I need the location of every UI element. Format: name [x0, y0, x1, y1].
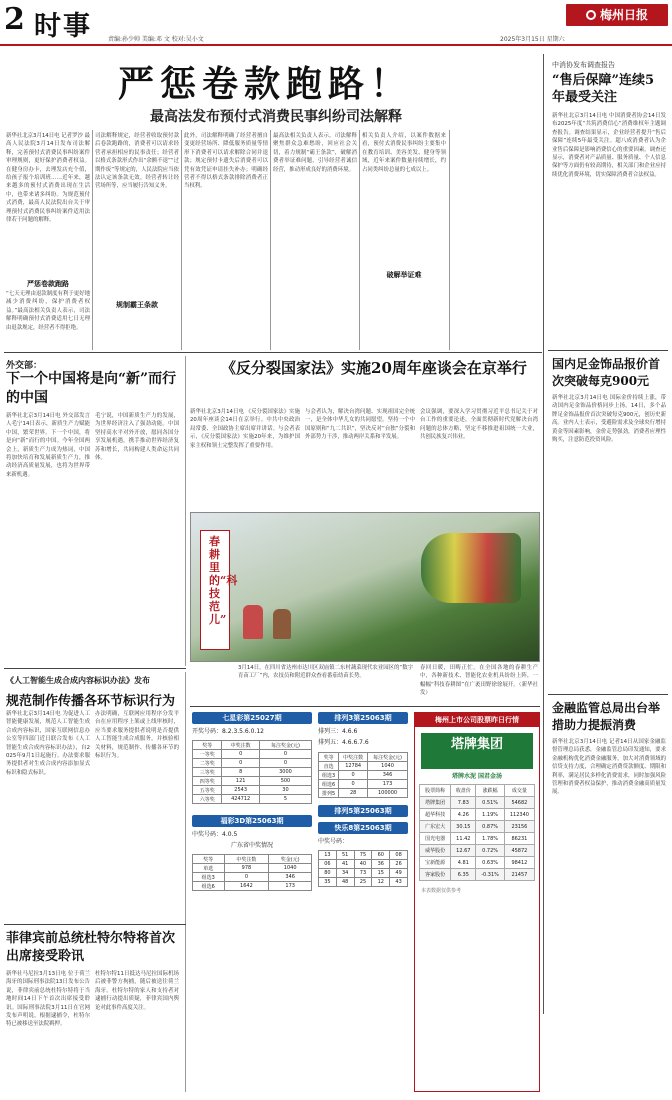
table-cell: 100000 [368, 789, 408, 798]
table-cell: 12 [372, 878, 390, 887]
table-cell: 346 [269, 873, 312, 882]
table-cell: 0 [222, 759, 260, 768]
table-cell: 1642 [224, 882, 269, 891]
table-cell: 0 [339, 771, 368, 780]
p5-table [318, 752, 408, 798]
table-cell: 组选6 [319, 780, 339, 789]
table-row [319, 869, 408, 878]
table-cell: 51 [336, 851, 354, 860]
table-row [420, 869, 535, 881]
table-header: 成交量 [504, 785, 534, 797]
table-cell: 组选3 [193, 873, 225, 882]
table-row [319, 851, 408, 860]
table-cell: 五等奖 [193, 786, 222, 795]
table-cell: 86231 [504, 833, 534, 845]
logo-text: 梅州日报 [599, 8, 648, 22]
fanfenlie-col-2: 与会者认为，解决台湾问题、实现祖国完全统一，是全体中华儿女的共同愿望。坚持一个中国原则和“九二共识”，坚决反对“台独”分裂和外部势力干涉，推动两岸关系和平发展。 [305, 409, 415, 441]
table-row [420, 821, 535, 833]
table-header: 奖金(元) [269, 855, 312, 864]
table-cell: 40 [354, 860, 372, 869]
table-cell: -0.31% [476, 869, 504, 881]
spring-caption-box [200, 530, 238, 650]
table-cell: 41 [336, 860, 354, 869]
lead-subhead-3: 破解举证难 [386, 270, 422, 279]
table-cell: 排列5 [319, 789, 339, 798]
table-row [420, 833, 535, 845]
table-cell: 80 [319, 869, 337, 878]
table-cell: 1040 [269, 864, 312, 873]
table-row [319, 860, 408, 869]
table-cell: 威华股份 [420, 845, 451, 857]
right-bot-body: 新华社北京3月14日电 记者14日从国家金融监督管理总局获悉，金融监管总局印发通知，要求金融机构优化消费金融服务，加大对消费领域的信贷支持力度，合理确定消费贷款额度、期限和利率，满足居民多样化消费需求，同时加强风险管理和消费者权益保护，推动消费金融高质量发展。 [552, 739, 666, 796]
page-header [0, 0, 672, 46]
farmer-figure [273, 609, 291, 639]
table-row [319, 762, 408, 771]
qlc-table [192, 740, 312, 804]
lead-col-1b: “七天无理由退款制度有利于更好地减少消费纠纷，保护消费者权益。”最高法相关负责人表示，司法解释明确预付式消费适用七日无理由退款规定，经营者不得拒绝。 [6, 291, 90, 331]
ai-title: 规范制作传播各环节标识行为 [6, 694, 176, 709]
table-cell: 75 [354, 851, 372, 860]
lead-col-4: 最高法相关负责人表示，司法解释聚焦群众急难愁盼，回应社会关切，着力规制“霸王条款”，破解消费者举证难问题，引导经营者诚信经营，推动形成良好的消费环境。 [273, 133, 357, 173]
table-cell: 0 [222, 750, 260, 759]
table-cell: 121 [222, 777, 260, 786]
p3-title: 排列3第25063期 [318, 712, 408, 724]
right-mid-body: 新华社北京3月14日电 国际金价持续上涨，带动国内足金饰品价格同步上扬。14日，多个品牌足金饰品报价首次突破每克900元，创历史新高。业内人士表示，受避险需求及全球央行增持黄金等因素影响，金价走势强劲，消费者应理性购买，注意防范投资风险。 [552, 395, 666, 444]
stock-company-banner [421, 733, 533, 769]
table-cell: 60 [372, 851, 390, 860]
table-row [193, 768, 312, 777]
table-header: 涨跌幅 [476, 785, 504, 797]
table-cell: 36 [372, 860, 390, 869]
spring-caption-2: 春回日暖，田畴正忙。在全国各地的春耕生产中，各种新技术、智能化农业机具纷纷上阵，一幅幅“科技春耕图”在广袤田野徐徐展开。（新华社发） [420, 665, 538, 697]
table-cell: 73 [354, 869, 372, 878]
table-cell: 2543 [222, 786, 260, 795]
p3-numbers: 排列三：4.6.6 [318, 728, 358, 735]
table-cell: 客家股份 [420, 869, 451, 881]
stock-company-name: 塔牌集团 [450, 737, 503, 752]
table-cell: 四等奖 [193, 777, 222, 786]
table-cell: 4.26 [451, 809, 476, 821]
table-cell: 34 [336, 869, 354, 878]
table-cell: 98412 [504, 857, 534, 869]
table-cell: 30 [259, 786, 311, 795]
table-row [193, 864, 312, 873]
table-cell: 4.81 [451, 857, 476, 869]
table-row [420, 857, 535, 869]
table-cell: 三等奖 [193, 768, 222, 777]
stock-footnote: 本表数据仅供参考 [421, 888, 462, 894]
table-cell: 978 [224, 864, 269, 873]
foreign-kicker: 外交部： [6, 361, 43, 371]
table-cell: 35 [319, 878, 337, 887]
table-cell: 0.51% [476, 797, 504, 809]
table-row [193, 750, 312, 759]
table-header: 奖等 [319, 753, 339, 762]
issue-date: 2025年3月15日 星期六 [500, 36, 565, 43]
table-cell: 直选 [319, 762, 339, 771]
right-mid-title: 国内足金饰品报价首次突破每克900元 [552, 357, 661, 388]
table-cell: 单选 [193, 864, 225, 873]
lead-subhead-1: 严惩卷款跑路 [27, 279, 69, 288]
table-cell: 15 [372, 869, 390, 878]
k8-table [318, 850, 408, 887]
table-cell: 28 [339, 789, 368, 798]
table-row [193, 777, 312, 786]
ai-col-2: 办法明确，互联网应用程序分发平台在应用程序上架或上线审核时，应当要求服务提供者说明是否提供人工智能生成合成服务，并核验相关材料，规范制作、传播各环节的标识行为。 [95, 711, 179, 760]
spring-caption: 3月14日，在四川省达州市达川区双庙镇二东村蔬菜现代农业园区的“数字育苗工厂”内，农技员和附近群众查看番茄幼苗长势。 [238, 665, 413, 680]
stock-title: 梅州上市公司股票昨日行情 [415, 713, 539, 727]
table-cell: 06 [319, 860, 337, 869]
table-cell: 1040 [368, 762, 408, 771]
logo-icon [586, 10, 596, 20]
table-cell: 424712 [222, 795, 260, 804]
table-cell: 组选6 [193, 882, 225, 891]
table-cell: 30.15 [451, 821, 476, 833]
table-cell: 49 [390, 869, 408, 878]
table-row [420, 845, 535, 857]
table-cell: 0 [224, 873, 269, 882]
table-cell: 8 [222, 768, 260, 777]
right-top-body: 新华社北京3月14日电 中国消费者协会14日发布2025年度“共筑消费信心”消费维权年主题调查报告。调查结果显示，企业经营者提升“售后保障”连续5年最受关注。超八成消费者认为企业售后保障是影响消费信心的重要因素。调查还显示，消费者对产品质量、服务质量、个人信息保护等方面仍有较高期待，相关部门和企业应持续优化消费环境，切实保障消费者合法权益。 [552, 113, 666, 178]
ai-col-1: 新华社北京3月14日电 为促进人工智能健康发展，规范人工智能生成合成内容标识，国家互联网信息办公室等四部门近日联合发布《人工智能生成合成内容标识办法》，自2025年9月1日起施行。办法要求服务提供者对生成合成内容添加显式标识和隐式标识。 [6, 711, 90, 776]
lead-subhead-2: 规制霸王条款 [116, 300, 158, 309]
table-cell: 54682 [504, 797, 534, 809]
newspaper-logo [566, 4, 668, 26]
table-cell: 173 [269, 882, 312, 891]
fanfenlie-col-3: 会议强调，要深入学习贯彻习近平总书记关于对台工作的重要论述，全面贯彻新时代党解决台湾问题的总体方略，坚定不移推进祖国统一大业，共创民族复兴伟业。 [420, 409, 538, 441]
table-header: 奖等 [193, 741, 222, 750]
table-row [319, 878, 408, 887]
page-number: 2 [4, 2, 25, 37]
table-header: 中奖注数 [224, 855, 269, 864]
stock-table [419, 784, 535, 881]
k8-title: 快乐8第25063期 [318, 822, 408, 834]
qlc-numbers: 开奖号码：8.2.3.5.6.0.12 [192, 728, 264, 735]
table-row [420, 797, 535, 809]
table-cell: 0 [259, 750, 311, 759]
table-row [319, 771, 408, 780]
table-header: 每注奖金(元) [259, 741, 311, 750]
editors-line: 责编:孙少帅 美编:邓 文 校对:吴小文 [108, 36, 204, 43]
table-cell: 国光电器 [420, 833, 451, 845]
table-cell: 6.35 [451, 869, 476, 881]
table-cell: 346 [368, 771, 408, 780]
table-cell: 组选3 [319, 771, 339, 780]
philippines-col-2: 杜特尔特11日抵达马尼拉国际机场后被菲警方拘捕，随后被送往荷兰海牙。杜特尔特的家人和支持者对逮捕行动提出质疑，菲律宾国内舆论对此事件高度关注。 [95, 971, 179, 1011]
table-row [193, 786, 312, 795]
table-row [193, 882, 312, 891]
table-cell: 45872 [504, 845, 534, 857]
table-row [319, 780, 408, 789]
table-cell: 12.67 [451, 845, 476, 857]
table-cell: 0.87% [476, 821, 504, 833]
stock-slogan: 塔牌水泥 国君金汤 [451, 773, 503, 780]
table-cell: 173 [368, 780, 408, 789]
foreign-col-2: 毛宁说，中国新质生产力的发展，为世界经济注入了强劲动能。中国坚持高水平对外开放，愿同各国分享发展机遇，携手推动世界经济复苏和增长，共同构建人类命运共同体。 [95, 413, 179, 462]
table-cell: 宝新能源 [420, 857, 451, 869]
table-cell: 08 [390, 851, 408, 860]
table-cell: 48 [336, 878, 354, 887]
header-rule [0, 44, 672, 46]
lead-col-2: 司法解释规定，经营者收取预付款后卷款跑路的，消费者可以请求经营者承担相应的民事责任；经营者以格式条款形式作出“余额不退”“过期作废”等规定的，人民法院应当依法认定该条款无效。经营者转让经营场所等，应当履行告知义务。 [95, 133, 179, 190]
table-cell: 0.63% [476, 857, 504, 869]
fc-title: 福彩3D第25063期 [192, 815, 312, 827]
table-cell: 500 [259, 777, 311, 786]
fanfenlie-title: 《反分裂国家法》实施20周年座谈会在京举行 [221, 359, 527, 377]
table-row [193, 873, 312, 882]
foreign-col-1: 新华社北京3月14日电 外交部发言人毛宁14日表示，新质生产力赋能中国，繁荣世界。下一个中国，将是向“新”而行的中国。今年全国两会上，新质生产力成为热词，中国将加快培育和发展新质生产力，推动经济高质量发展，也将为世界带来新机遇。 [6, 413, 90, 478]
table-cell: 1.19% [476, 809, 504, 821]
farmer-figure [243, 605, 263, 639]
fanfenlie-col-1: 新华社北京3月14日电 《反分裂国家法》实施20周年座谈会14日在京举行。中共中央政治局常委、全国政协主席出席并讲话。与会者表示，《反分裂国家法》实施20年来，为维护国家主权和领土完整发挥了重要作用。 [190, 409, 300, 449]
table-cell: 超华科技 [420, 809, 451, 821]
table-cell: 7.83 [451, 797, 476, 809]
table-cell: 二等奖 [193, 759, 222, 768]
table-cell: 11.42 [451, 833, 476, 845]
qlc-title: 七星彩第25027期 [192, 712, 312, 724]
table-header: 股票简称 [420, 785, 451, 797]
table-cell: 0.72% [476, 845, 504, 857]
philippines-col-1: 新华社马尼拉3月13日电 位于荷兰海牙的国际刑事法院13日发布公告说，菲律宾前总统杜特尔特将于当地时间14日下午首次出席接受聆讯。国际刑事法院3月11日在官网发布声明说，根据逮捕令，杜特尔特已被移送至法院羁押。 [6, 971, 90, 1028]
table-row [319, 789, 408, 798]
philippines-title: 菲律宾前总统杜特尔特将首次出席接受聆讯 [6, 931, 176, 964]
table-cell: 六等奖 [193, 795, 222, 804]
ai-kicker: 《人工智能生成合成内容标识办法》发布 [6, 676, 150, 685]
table-cell: 13 [319, 851, 337, 860]
table-cell: 1.78% [476, 833, 504, 845]
table-cell: 26 [390, 860, 408, 869]
table-cell: 23156 [504, 821, 534, 833]
table-header: 奖等 [193, 855, 225, 864]
table-header: 中奖注数 [222, 741, 260, 750]
table-cell: 25 [354, 878, 372, 887]
table-cell: 112340 [504, 809, 534, 821]
lead-col-3: 此外，司法解释明确了经营者擅自变更经营场所、降低服务质量等情形下消费者可以请求解除合同并退款；规定预付卡遗失后消费者可以凭有效凭证申请挂失补办；明确经营者不得以格式条款排除消费者正当权利。 [184, 133, 268, 190]
table-row [193, 759, 312, 768]
lead-col-5: 相关负责人介绍，以案件数据来看，预付式消费民事纠纷主要集中在教育培训、美容美发、健身等领域，近年来案件数量持续增长，约占同类纠纷总量的七成以上。 [362, 133, 446, 173]
table-row [420, 809, 535, 821]
p5-title: 排列5第25063期 [318, 805, 408, 817]
fc-subtitle: 广东省中奖情况 [230, 842, 273, 849]
table-row [193, 795, 312, 804]
table-cell: 塔牌集团 [420, 797, 451, 809]
table-header: 中奖注数 [339, 753, 368, 762]
table-header: 收盘价 [451, 785, 476, 797]
foreign-title: 下一个中国将是向“新”而行的中国 [6, 371, 177, 406]
seedling-machine [421, 533, 521, 603]
table-cell: 0 [259, 759, 311, 768]
p5-numbers: 排列五：4.6.6.7.6 [318, 739, 369, 746]
lead-col-1: 新华社北京3月14日电 记者罗沙 最高人民法院3月14日发布司法解释，完善预付式消费民事纠纷案件审理规则，更好保护消费者权益。在健身房办卡，去理发店充个值，给孩子报个培训班……近年来，越来越多的预付式消费出现在生活中，也带来诸多纠纷。为规范预付式消费，最高人民法院出台关于审理预付式消费民事纠纷案件适用法律若干问题的解释。 [6, 133, 90, 224]
section-title: 时事 [34, 11, 92, 42]
table-cell: 广东宏大 [420, 821, 451, 833]
lead-headline: 严惩卷款跑路！ [118, 63, 413, 105]
table-header: 每注奖金(元) [368, 753, 408, 762]
spring-caption-title: 春耕里的“科技范儿” [209, 535, 238, 626]
right-bot-title: 金融监管总局出台举措助力提振消费 [552, 701, 661, 732]
spring-photo [190, 512, 540, 662]
table-cell: 12784 [339, 762, 368, 771]
table-cell: 3000 [259, 768, 311, 777]
table-cell: 0 [339, 780, 368, 789]
table-cell: 一等奖 [193, 750, 222, 759]
fc-table [192, 854, 312, 891]
right-top-title: “售后保障”连续5年最受关注 [552, 73, 655, 105]
lead-subheadline: 最高法发布预付式消费民事纠纷司法解释 [150, 109, 402, 125]
right-top-kicker: 中消协发布调查报告 [552, 61, 615, 69]
table-cell: 43 [390, 878, 408, 887]
stock-panel [414, 712, 540, 1092]
k8-numbers: 中奖号码： [318, 838, 349, 845]
table-cell: 5 [259, 795, 311, 804]
fc-numbers: 中奖号码：4.0.5 [192, 831, 238, 838]
table-cell: 21457 [504, 869, 534, 881]
